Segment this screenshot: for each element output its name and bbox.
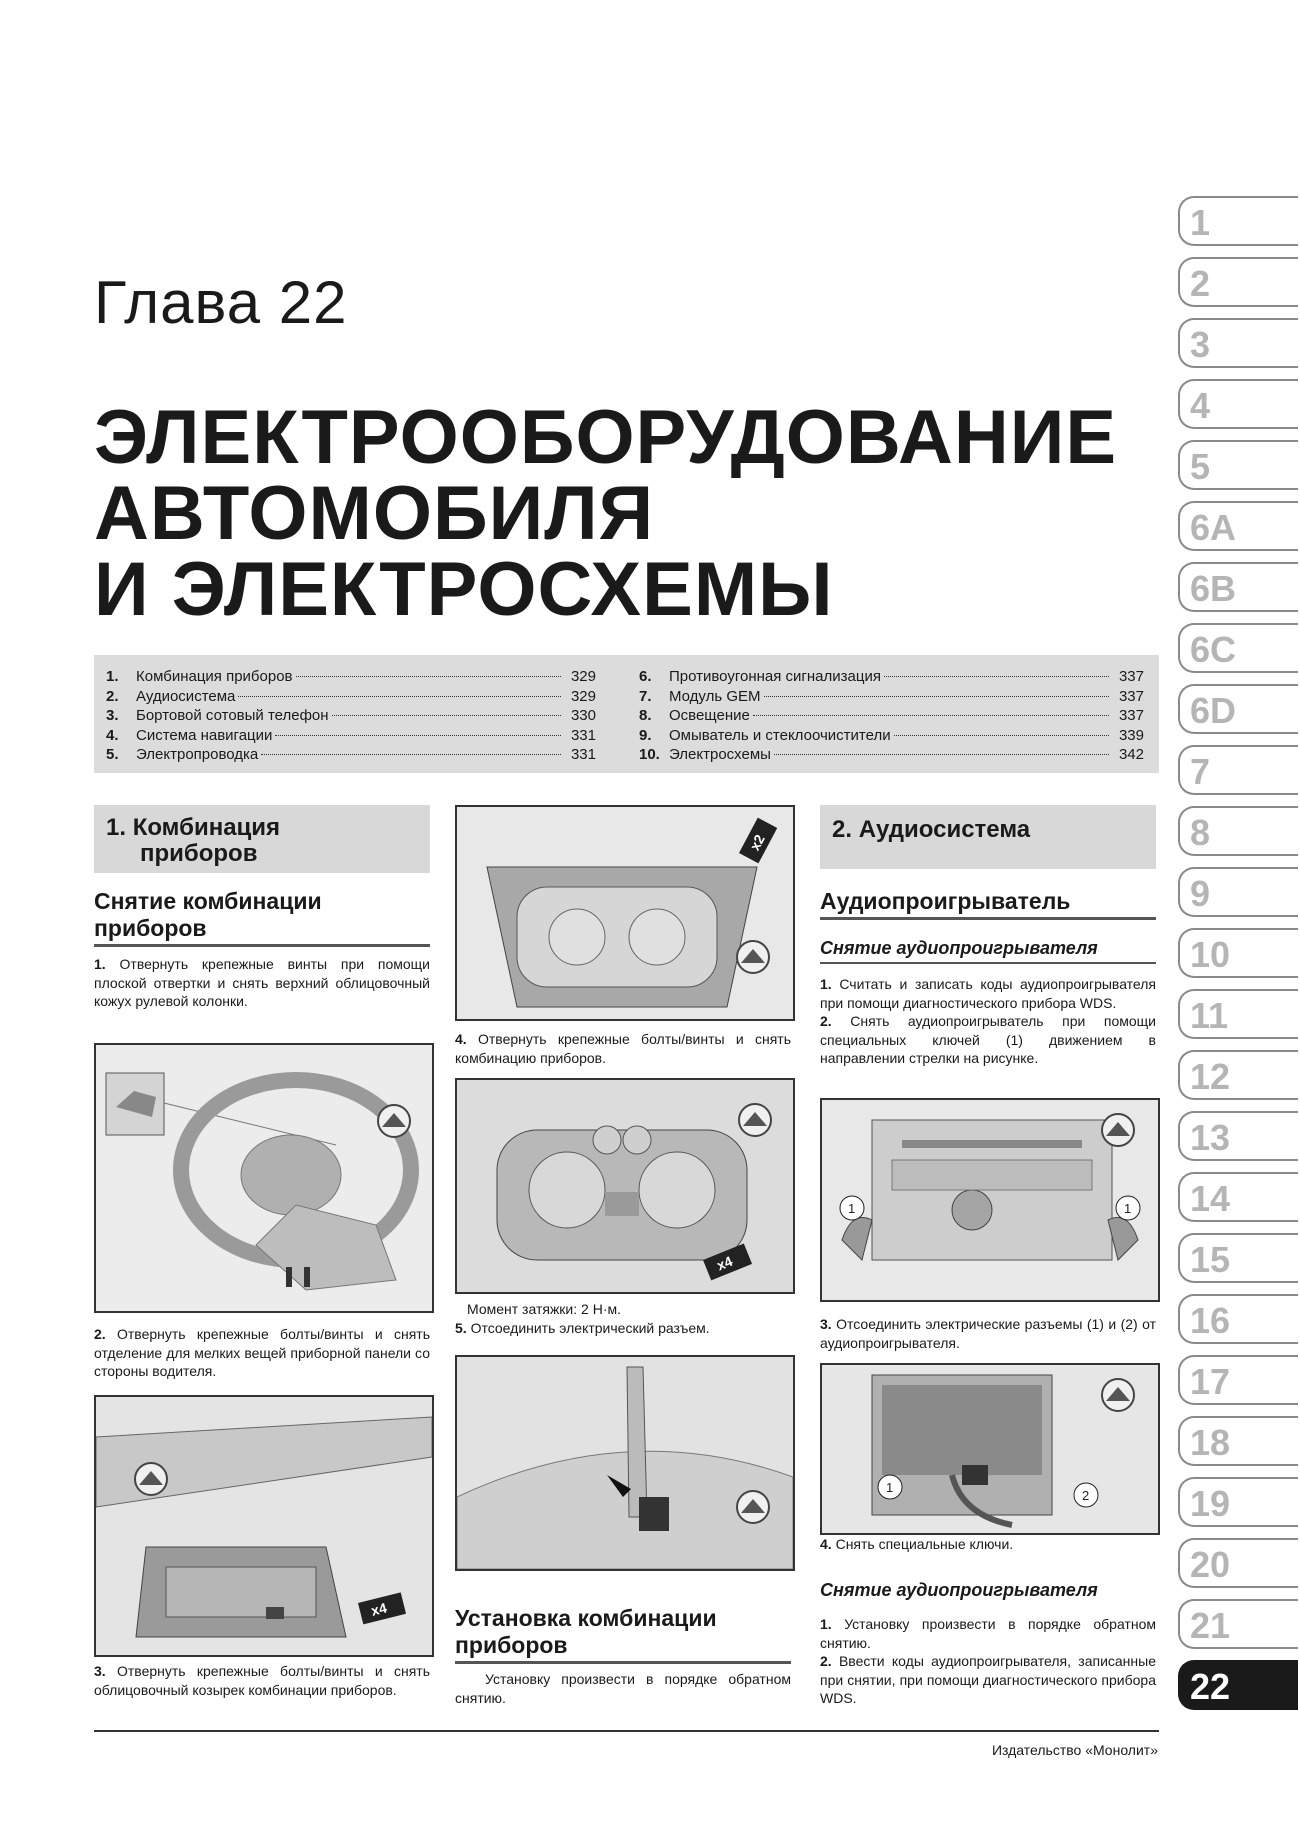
figure-audio-connectors bbox=[820, 1363, 1160, 1535]
callout-1-right: 1 bbox=[1124, 1201, 1132, 1216]
footer-rule bbox=[94, 1730, 1159, 1732]
step-text: 1. Отвернуть крепежные винты при помощи плоской отвертки и снять верхний облицовочный кожух рулевой колонки. bbox=[94, 956, 430, 1009]
connector-callout-2: 2 bbox=[1082, 1488, 1090, 1503]
contents-entry[interactable]: 10. Электросхемы 342 bbox=[639, 746, 1144, 763]
figure-electrical-connector bbox=[455, 1355, 795, 1571]
fastener-count-badge: x2 bbox=[746, 831, 768, 854]
contents-entry[interactable]: 7. Модуль GEM 337 bbox=[639, 687, 1144, 705]
contents-column-right bbox=[639, 667, 1144, 765]
cluster-bezel-illustration bbox=[457, 807, 793, 1019]
chapter-tab-4[interactable]: 4 bbox=[1178, 379, 1298, 429]
publisher-footer: Издательство «Монолит» bbox=[991, 1742, 1158, 1758]
audio-player-illustration bbox=[822, 1100, 1158, 1300]
chapter-tab-13[interactable]: 13 bbox=[1178, 1111, 1298, 1161]
chapter-label: Глава 22 bbox=[94, 269, 348, 336]
connector-illustration bbox=[457, 1357, 793, 1569]
fastener-count-badge: x4 bbox=[714, 1252, 735, 1274]
chapter-tab-6c[interactable]: 6C bbox=[1178, 623, 1298, 673]
installation-text: Установку произвести в порядке обратном снятию. bbox=[455, 1671, 791, 1706]
contents-entry[interactable]: 5. Электропроводка 331 bbox=[106, 746, 596, 763]
chapter-title-line-1: ЭЛЕКТРООБОРУДОВАНИЕ bbox=[94, 395, 1118, 480]
chapter-tab-16[interactable]: 16 bbox=[1178, 1294, 1298, 1344]
subheading-installation: Установка комбинации приборов bbox=[455, 1605, 791, 1664]
figure-instrument-cluster bbox=[455, 1078, 795, 1294]
contents-entry[interactable]: 1. Комбинация приборов 329 bbox=[106, 668, 596, 685]
callout-1-left: 1 bbox=[848, 1201, 856, 1216]
figure-steering-column-cover bbox=[94, 1043, 434, 1313]
chapter-tab-6b[interactable]: 6B bbox=[1178, 562, 1298, 612]
chapter-tab-6d[interactable]: 6D bbox=[1178, 684, 1298, 734]
dash-storage-illustration bbox=[96, 1397, 432, 1655]
chapter-title-line-3: И ЭЛЕКТРОСХЕМЫ bbox=[94, 547, 834, 632]
chapter-tab-15[interactable]: 15 bbox=[1178, 1233, 1298, 1283]
fastener-count-badge: x4 bbox=[369, 1599, 389, 1619]
subheading-audio-install: Снятие аудиопроигрывателя bbox=[820, 1580, 1098, 1600]
chapter-tab-12[interactable]: 12 bbox=[1178, 1050, 1298, 1100]
connector-callout-1: 1 bbox=[886, 1480, 894, 1495]
chapter-tab-8[interactable]: 8 bbox=[1178, 806, 1298, 856]
contents-entry[interactable]: 6. Противоугонная сигнализация 337 bbox=[639, 668, 1144, 685]
chapter-tab-3[interactable]: 3 bbox=[1178, 318, 1298, 368]
section-heading-instrument-cluster: 1. Комбинация приборов bbox=[94, 805, 430, 873]
instrument-cluster-illustration bbox=[457, 1080, 793, 1292]
step-text: 2. Отвернуть крепежные болты/винты и снять отделение для мелких вещей приборной панели со стороны водителя. bbox=[94, 1326, 430, 1379]
audio-connectors-illustration bbox=[822, 1365, 1158, 1533]
chapter-tab-17[interactable]: 17 bbox=[1178, 1355, 1298, 1405]
chapter-tab-5[interactable]: 5 bbox=[1178, 440, 1298, 490]
figure-cluster-bezel bbox=[455, 805, 795, 1021]
contents-entry[interactable]: 4. Система навигации 331 bbox=[106, 726, 596, 744]
step-text: 1. Считать и записать коды аудиопроигрывателя при помощи диагностического прибора WDS. 2. Снять аудиопроигрыватель при помощи специальных ключей (1) движением в направлении стрелки на рисунке. bbox=[820, 976, 1157, 1066]
contents-entry[interactable]: 2. Аудиосистема 329 bbox=[106, 687, 596, 705]
chapter-tab-21[interactable]: 21 bbox=[1178, 1599, 1298, 1649]
torque-note: Момент затяжки: 2 Н·м. 5. Отсоединить электрический разъем. bbox=[455, 1301, 710, 1336]
subheading-audio-removal: Снятие аудиопроигрывателя bbox=[820, 938, 1156, 964]
chapter-tab-2[interactable]: 2 bbox=[1178, 257, 1298, 307]
chapter-tab-11[interactable]: 11 bbox=[1178, 989, 1298, 1039]
chapter-tab-1[interactable]: 1 bbox=[1178, 196, 1298, 246]
figure-audio-player-keys bbox=[820, 1098, 1160, 1302]
step-text: 1. Установку произвести в порядке обратном снятию. 2. Ввести коды аудиопроигрывателя, записанные при снятии, при помощи диагностического прибора WDS. bbox=[820, 1616, 1156, 1706]
chapter-tab-14[interactable]: 14 bbox=[1178, 1172, 1298, 1222]
steering-wheel-illustration bbox=[96, 1045, 432, 1311]
contents-entry[interactable]: 8. Освещение 337 bbox=[639, 707, 1144, 724]
chapter-tab-7[interactable]: 7 bbox=[1178, 745, 1298, 795]
section-heading-audio-system: 2. Аудиосистема bbox=[820, 805, 1156, 869]
contents-column-left bbox=[106, 667, 596, 765]
chapter-contents bbox=[94, 655, 1159, 773]
chapter-tab-6a[interactable]: 6A bbox=[1178, 501, 1298, 551]
subheading-removal-instrument-cluster: Снятие комбинации приборов bbox=[94, 888, 430, 947]
chapter-tab-18[interactable]: 18 bbox=[1178, 1416, 1298, 1466]
chapter-tab-20[interactable]: 20 bbox=[1178, 1538, 1298, 1588]
figure-storage-compartment bbox=[94, 1395, 434, 1657]
chapter-tab-19[interactable]: 19 bbox=[1178, 1477, 1298, 1527]
chapter-tab-22-active[interactable]: 22 bbox=[1178, 1660, 1298, 1710]
step-text: 3. Отсоединить электрические разъемы (1) и (2) от аудиопроигрывателя. bbox=[820, 1316, 1156, 1351]
contents-entry[interactable]: 9. Омыватель и стеклоочистители 339 bbox=[639, 726, 1144, 744]
chapter-tab-10[interactable]: 10 bbox=[1178, 928, 1298, 978]
subheading-audio-player: Аудиопроигрыватель bbox=[820, 888, 1156, 920]
step-text: 3. Отвернуть крепежные болты/винты и снять облицовочный козырек комбинации приборов. bbox=[94, 1663, 430, 1698]
contents-entry[interactable]: 3. Бортовой сотовый телефон 330 bbox=[106, 707, 596, 724]
step-text: 4. Снять специальные ключи. bbox=[820, 1536, 1014, 1552]
step-text: 4. Отвернуть крепежные болты/винты и снять комбинацию приборов. bbox=[455, 1031, 791, 1066]
chapter-title-line-2: АВТОМОБИЛЯ bbox=[94, 471, 655, 556]
chapter-tab-9[interactable]: 9 bbox=[1178, 867, 1298, 917]
